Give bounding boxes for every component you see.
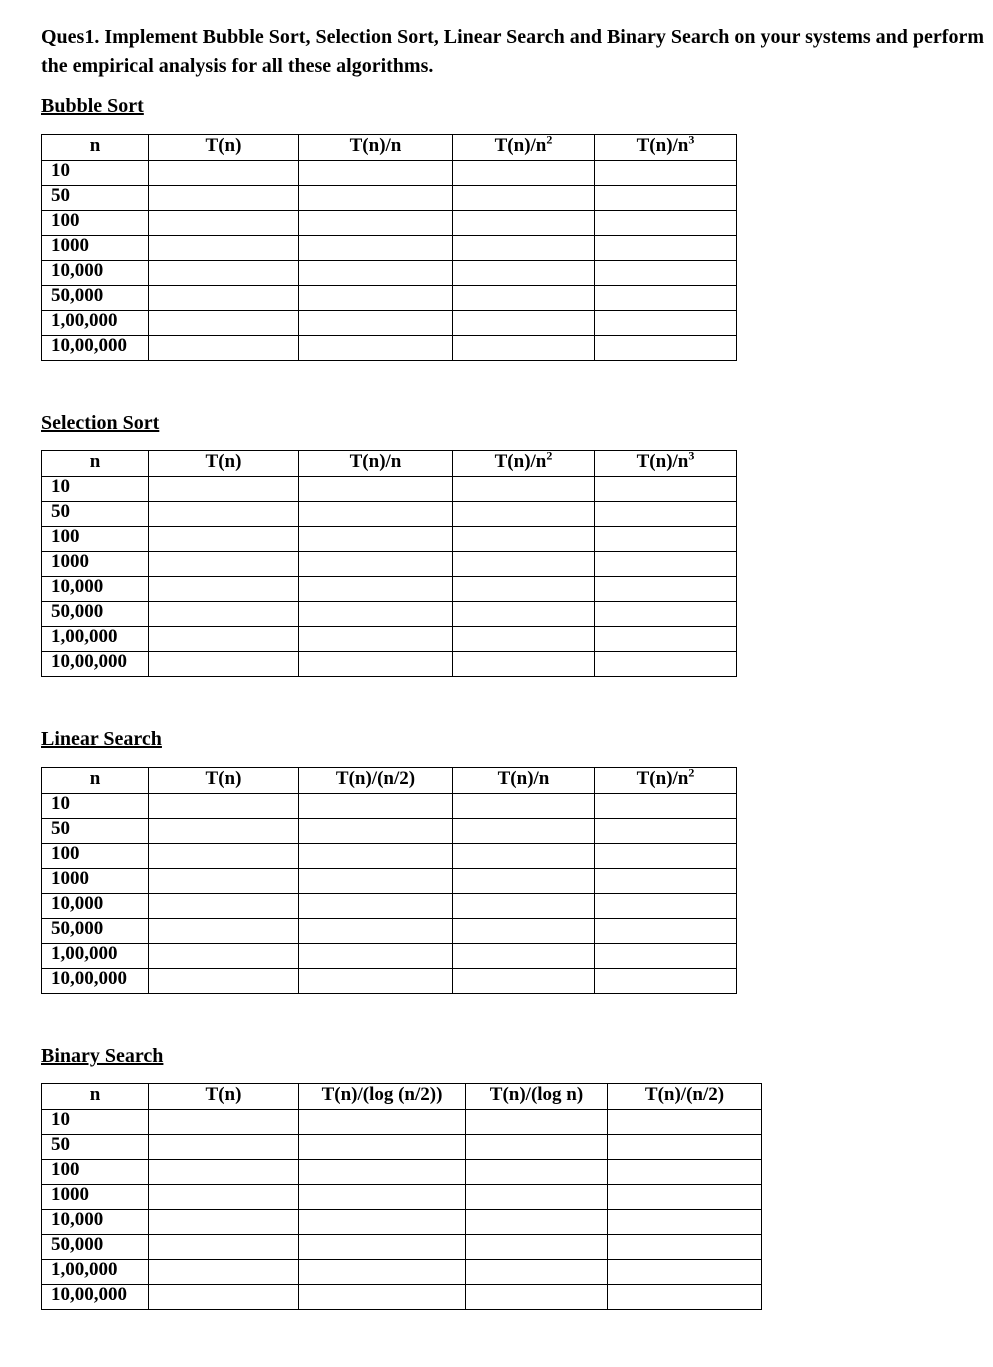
empty-cell [149, 794, 299, 819]
empty-cell [453, 527, 595, 552]
empty-cell [595, 652, 737, 677]
question-text: Ques1. Implement Bubble Sort, Selection Sort, Linear Search and Binary Search on your systems and perform the empirical analysis for all these algorithms. [41, 26, 984, 77]
empty-cell [595, 819, 737, 844]
table-row [42, 286, 737, 311]
empty-cell [595, 627, 737, 652]
empty-cell [453, 627, 595, 652]
empty-cell [453, 652, 595, 677]
empty-cell [595, 261, 737, 286]
table-row [42, 1110, 762, 1135]
empty-cell [149, 477, 299, 502]
table-header-row [42, 135, 737, 161]
empty-cell [299, 161, 453, 186]
table-row [42, 211, 737, 236]
n-value-cell: 1000 [42, 552, 149, 577]
column-header: $T(n)/n^2$ [595, 768, 737, 794]
empty-cell [466, 1210, 608, 1235]
table-row [42, 236, 737, 261]
table-header-row [42, 451, 737, 477]
empty-cell [149, 261, 299, 286]
n-value-cell: 100 [42, 211, 149, 236]
empty-cell [466, 1185, 608, 1210]
n-value-cell: 10,000 [42, 261, 149, 286]
column-header: T(n)/n [453, 768, 595, 794]
column-header: n [42, 451, 149, 477]
table-row [42, 969, 737, 994]
n-value-cell: 1000 [42, 236, 149, 261]
n-value-cell: 10,00,000 [42, 652, 149, 677]
n-value-cell: 10 [42, 1110, 149, 1135]
column-header: T(n) [149, 768, 299, 794]
empty-cell [149, 186, 299, 211]
column-header: T(n) [149, 135, 299, 161]
empty-cell [453, 552, 595, 577]
n-value-cell: 10,000 [42, 1210, 149, 1235]
empty-cell [299, 1260, 466, 1285]
empty-cell [453, 844, 595, 869]
empty-cell [149, 577, 299, 602]
empty-cell [608, 1260, 762, 1285]
empty-cell [595, 894, 737, 919]
empty-cell [608, 1185, 762, 1210]
empty-cell [299, 1235, 466, 1260]
empty-cell [149, 1110, 299, 1135]
empty-cell [149, 502, 299, 527]
empty-cell [299, 844, 453, 869]
column-header: n [42, 135, 149, 161]
empty-cell [466, 1260, 608, 1285]
exponent: 2 [546, 450, 553, 463]
empty-cell [299, 919, 453, 944]
empty-cell [453, 969, 595, 994]
table-row [42, 652, 737, 677]
empty-cell [299, 652, 453, 677]
table-header-row [42, 1084, 762, 1110]
empty-cell [149, 1185, 299, 1210]
empty-cell [149, 211, 299, 236]
empty-cell [149, 236, 299, 261]
empty-cell [299, 1285, 466, 1310]
empty-cell [466, 1135, 608, 1160]
n-value-cell: 10 [42, 161, 149, 186]
empty-cell [299, 819, 453, 844]
n-value-cell: 10 [42, 794, 149, 819]
empty-cell [595, 236, 737, 261]
n-value-cell: 10,00,000 [42, 336, 149, 361]
n-value-cell: 1,00,000 [42, 1260, 149, 1285]
empty-cell [453, 794, 595, 819]
n-value-cell: 50,000 [42, 602, 149, 627]
n-value-cell: 100 [42, 1160, 149, 1185]
empty-cell [595, 969, 737, 994]
empty-cell [453, 336, 595, 361]
empty-cell [149, 894, 299, 919]
table-row [42, 1260, 762, 1285]
empty-cell [453, 477, 595, 502]
empty-cell [453, 577, 595, 602]
empty-cell [149, 869, 299, 894]
column-header: $T(n)/n^2$ [453, 135, 595, 161]
n-value-cell: 10 [42, 477, 149, 502]
empty-cell [299, 211, 453, 236]
empty-cell [453, 236, 595, 261]
n-value-cell: 10,00,000 [42, 1285, 149, 1310]
table-row [42, 602, 737, 627]
empty-cell [595, 944, 737, 969]
empty-cell [453, 919, 595, 944]
table-row [42, 477, 737, 502]
empty-cell [299, 869, 453, 894]
binary-search-table [41, 1083, 762, 1310]
empty-cell [595, 477, 737, 502]
exponent: 2 [688, 767, 695, 780]
table-row [42, 894, 737, 919]
empty-cell [299, 527, 453, 552]
table-row [42, 819, 737, 844]
empty-cell [299, 336, 453, 361]
table-row [42, 1285, 762, 1310]
empty-cell [149, 161, 299, 186]
empty-cell [453, 286, 595, 311]
table-row [42, 186, 737, 211]
empty-cell [608, 1160, 762, 1185]
empty-cell [453, 311, 595, 336]
bubble-sort-title: Bubble Sort [41, 95, 144, 117]
empty-cell [149, 1235, 299, 1260]
empty-cell [453, 211, 595, 236]
empty-cell [299, 627, 453, 652]
n-value-cell: 10,00,000 [42, 969, 149, 994]
empty-cell [299, 944, 453, 969]
table-row [42, 527, 737, 552]
empty-cell [299, 186, 453, 211]
empty-cell [149, 627, 299, 652]
empty-cell [595, 602, 737, 627]
empty-cell [608, 1210, 762, 1235]
column-header: $T(n)/n^3$ [595, 451, 737, 477]
empty-cell [149, 1260, 299, 1285]
empty-cell [149, 919, 299, 944]
n-value-cell: 1000 [42, 1185, 149, 1210]
table-row [42, 577, 737, 602]
empty-cell [299, 552, 453, 577]
empty-cell [299, 1185, 466, 1210]
table-row [42, 1185, 762, 1210]
empty-cell [299, 261, 453, 286]
empty-cell [466, 1285, 608, 1310]
selection-sort-table [41, 450, 737, 677]
empty-cell [299, 286, 453, 311]
empty-cell [299, 969, 453, 994]
column-header: T(n)/n [299, 451, 453, 477]
empty-cell [466, 1110, 608, 1135]
column-header: T(n)/(log (n/2)) [299, 1084, 466, 1110]
empty-cell [453, 819, 595, 844]
n-value-cell: 10,000 [42, 894, 149, 919]
empty-cell [149, 552, 299, 577]
table-row [42, 336, 737, 361]
linear-search-title: Linear Search [41, 728, 162, 750]
empty-cell [595, 844, 737, 869]
n-value-cell: 1000 [42, 869, 149, 894]
empty-cell [299, 894, 453, 919]
empty-cell [595, 919, 737, 944]
empty-cell [595, 311, 737, 336]
table-row [42, 794, 737, 819]
empty-cell [453, 261, 595, 286]
empty-cell [595, 794, 737, 819]
empty-cell [299, 502, 453, 527]
empty-cell [595, 336, 737, 361]
empty-cell [149, 652, 299, 677]
column-header: T(n) [149, 451, 299, 477]
table-row [42, 919, 737, 944]
empty-cell [149, 1160, 299, 1185]
empty-cell [453, 944, 595, 969]
empty-cell [149, 336, 299, 361]
n-value-cell: 100 [42, 527, 149, 552]
table-row [42, 869, 737, 894]
empty-cell [595, 211, 737, 236]
empty-cell [149, 1210, 299, 1235]
column-header: T(n)/(log n) [466, 1084, 608, 1110]
empty-cell [299, 236, 453, 261]
empty-cell [453, 502, 595, 527]
empty-cell [466, 1160, 608, 1185]
empty-cell [299, 794, 453, 819]
n-value-cell: 50 [42, 819, 149, 844]
empty-cell [595, 186, 737, 211]
n-value-cell: 1,00,000 [42, 944, 149, 969]
column-header: $T(n)/n^3$ [595, 135, 737, 161]
empty-cell [466, 1235, 608, 1260]
bubble-sort-table [41, 134, 737, 361]
empty-cell [149, 1285, 299, 1310]
column-header: T(n)/(n/2) [299, 768, 453, 794]
n-value-cell: 50 [42, 186, 149, 211]
empty-cell [149, 819, 299, 844]
empty-cell [149, 311, 299, 336]
table-row [42, 944, 737, 969]
table-row [42, 844, 737, 869]
empty-cell [149, 602, 299, 627]
empty-cell [608, 1135, 762, 1160]
empty-cell [299, 1135, 466, 1160]
table-row [42, 552, 737, 577]
column-header: n [42, 768, 149, 794]
empty-cell [149, 286, 299, 311]
empty-cell [149, 969, 299, 994]
empty-cell [299, 602, 453, 627]
empty-cell [299, 477, 453, 502]
exponent: 3 [688, 450, 695, 463]
empty-cell [299, 577, 453, 602]
empty-cell [453, 869, 595, 894]
empty-cell [453, 186, 595, 211]
binary-search-title: Binary Search [41, 1045, 164, 1067]
empty-cell [453, 894, 595, 919]
empty-cell [299, 1210, 466, 1235]
n-value-cell: 50 [42, 502, 149, 527]
table-row [42, 502, 737, 527]
column-header: T(n) [149, 1084, 299, 1110]
table-header-row [42, 768, 737, 794]
empty-cell [608, 1285, 762, 1310]
empty-cell [299, 311, 453, 336]
empty-cell [149, 527, 299, 552]
empty-cell [595, 552, 737, 577]
empty-cell [453, 602, 595, 627]
table-row [42, 1210, 762, 1235]
n-value-cell: 50,000 [42, 286, 149, 311]
n-value-cell: 100 [42, 844, 149, 869]
column-header: $T(n)/n^2$ [453, 451, 595, 477]
linear-search-table [41, 767, 737, 994]
table-row [42, 1135, 762, 1160]
empty-cell [149, 1135, 299, 1160]
empty-cell [453, 161, 595, 186]
empty-cell [595, 577, 737, 602]
empty-cell [149, 844, 299, 869]
table-row [42, 261, 737, 286]
empty-cell [149, 944, 299, 969]
empty-cell [595, 161, 737, 186]
column-header: T(n)/(n/2) [608, 1084, 762, 1110]
column-header: T(n)/n [299, 135, 453, 161]
empty-cell [608, 1235, 762, 1260]
table-row [42, 1160, 762, 1185]
column-header: n [42, 1084, 149, 1110]
table-row [42, 1235, 762, 1260]
table-row [42, 161, 737, 186]
n-value-cell: 50,000 [42, 1235, 149, 1260]
n-value-cell: 50,000 [42, 919, 149, 944]
selection-sort-title: Selection Sort [41, 412, 160, 434]
n-value-cell: 50 [42, 1135, 149, 1160]
exponent: 2 [546, 134, 553, 147]
n-value-cell: 1,00,000 [42, 311, 149, 336]
n-value-cell: 1,00,000 [42, 627, 149, 652]
table-row [42, 311, 737, 336]
empty-cell [595, 502, 737, 527]
empty-cell [595, 286, 737, 311]
empty-cell [595, 869, 737, 894]
table-row [42, 627, 737, 652]
exponent: 3 [688, 134, 695, 147]
empty-cell [595, 527, 737, 552]
empty-cell [608, 1110, 762, 1135]
empty-cell [299, 1110, 466, 1135]
empty-cell [299, 1160, 466, 1185]
n-value-cell: 10,000 [42, 577, 149, 602]
